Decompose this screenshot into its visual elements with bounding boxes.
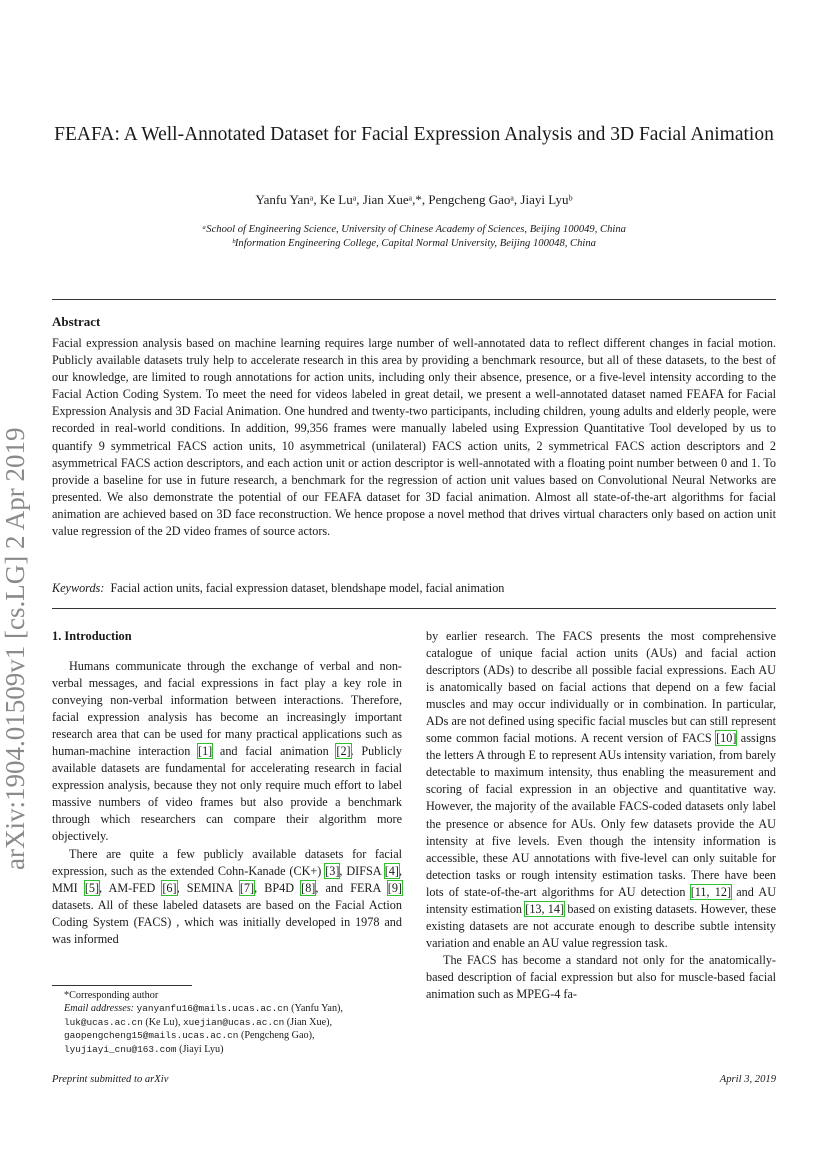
preprint-date: April 3, 2019 — [719, 1074, 776, 1085]
email-owner: (Yanfu Yan), — [288, 1003, 343, 1015]
citation-link[interactable]: [9] — [387, 880, 402, 895]
citation-link[interactable]: [6] — [162, 880, 177, 895]
preprint-note: Preprint submitted to arXiv — [52, 1074, 169, 1085]
body-paragraph: The FACS has become a standard not only for the anatomically-based description of facial expression but also for muscle-based facial animation such as MPEG-4 fa- — [426, 952, 776, 1001]
email-address[interactable]: gaopengcheng15@mails.ucas.ac.cn — [64, 1030, 239, 1042]
citation-link[interactable]: [1] — [198, 744, 213, 759]
citation-link[interactable]: [10] — [716, 731, 737, 746]
abstract-bottom-rule — [52, 608, 776, 609]
footnote-rule — [52, 985, 192, 986]
top-rule — [52, 299, 776, 300]
email-addresses — [52, 1002, 402, 1056]
citation-link[interactable]: [11, 12] — [690, 884, 732, 899]
email-owner: (Ke Lu), — [142, 1016, 183, 1028]
citation-link[interactable]: [5] — [84, 880, 100, 895]
keywords-label: Keywords: — [52, 581, 105, 595]
citation-link[interactable]: [7] — [239, 880, 255, 895]
body-paragraph: Humans communicate through the exchange of verbal and non-verbal messages, and facial expressions in fact play a key role in conveying non-verbal information between interactions. Therefore, facial expression analysis has become an increasingly important research area that can be used for many practical applications such as human-machine interaction [1] and facial animation [2]. Publicly available datasets are fundamental for accelerating research in facial expression analysis, because they not only require much effort to label massive numbers of video frames but also provide a benchmark through which researchers can compare their algorithm more objectively. — [52, 659, 402, 844]
citation-link[interactable]: [3] — [325, 863, 340, 878]
citation-link[interactable]: [8] — [301, 880, 316, 895]
email-address[interactable]: luk@ucas.ac.cn — [64, 1016, 143, 1028]
email-address[interactable]: yanyanfu16@mails.ucas.ac.cn — [136, 1003, 289, 1015]
section-heading-introduction: 1. Introduction — [52, 629, 132, 643]
citation-link[interactable]: [4] — [384, 863, 399, 878]
abstract-text: Facial expression analysis based on machine learning requires large number of well-annotated data to reflect different changes in facial motion. Publicly available datasets truly help to accelerate research in this area by providing a benchmark resource, but all of these datasets, to the best of our knowledge, are limited to rough annotations for action units, including only their absence, presence, or a five-level intensity according to the Facial Action Coding System. To meet the need for videos labeled in great detail, we present a well-annotated dataset named FEAFA for Facial Expression Analysis and 3D Facial Animation. One hundred and twenty-two participants, including children, young adults and elderly people, were recorded in real-world conditions. In addition, 99,356 frames were manually labeled using Expression Quantitative Tool developed by us to quantify 9 symmetrical FACS action units, 10 asymmetrical (unilateral) FACS action units, 2 symmetrical FACS action descriptors and 2 asymmetrical FACS action descriptors, and each action unit or action descriptor is well-annotated with a floating point number between 0 and 1. To provide a baseline for use in future research, a benchmark for the regression of action unit values based on Convolutional Neural Networks are presented. We also demonstrate the potential of our FEAFA dataset for 3D facial animation. Almost all state-of-the-art algorithms for facial animation are achieved based on 3D face reconstruction. We hence propose a novel method that drives virtual characters only based on action unit value regression of the 2D video frames of source actors. — [52, 336, 776, 539]
abstract-heading: Abstract — [52, 314, 101, 329]
right-column — [426, 628, 776, 1003]
email-owner: (Jiayi Lyu) — [176, 1043, 224, 1055]
arxiv-stamp: arXiv:1904.01509v1 [cs.LG] 2 Apr 2019 — [0, 427, 30, 870]
paper-title: FEAFA: A Well-Annotated Dataset for Facial Expression Analysis and 3D Facial Animation — [54, 124, 774, 145]
corresponding-author-note: *Corresponding author — [64, 990, 159, 1001]
footnotes — [52, 989, 402, 1056]
citation-link[interactable]: [13, 14] — [525, 901, 565, 916]
affiliation-b: ᵇInformation Engineering College, Capital Normal University, Beijing 100048, China — [232, 238, 596, 249]
keywords — [52, 581, 776, 596]
keywords-text: Facial action units, facial expression dataset, blendshape model, facial animation — [110, 581, 505, 595]
left-column — [52, 658, 402, 948]
body-paragraph: by earlier research. The FACS presents the most comprehensive catalogue of unique facial action units (AUs) and facial action descriptors (ADs) to describe all possible facial expressions. Each AU is anatomically based on facial actions that depend on a few facial muscles and may occur individually or in combination. In particular, ADs are not defined using specific facial muscles but can still represent some common facial motions. A recent version of FACS [10] assigns the letters A through E to represent AUs intensity variation, from barely detectable to maximum intensity, thus enabling the measurement and scoring of facial expression in an objective and quantitative way. However, the majority of the available FACS-coded datasets only label the presence or absence for AUs. Only few datasets provide the AU intensity at five levels. Even though the intensity information is accessible, these AU annotations with five-level can only suitable for detection tasks or rough intensity estimation tasks. There have been lots of state-of-the-art algorithms for AU detection [11, 12] and AU intensity estimation [13, 14] based on existing datasets. However, these existing datasets are not accurate enough to describe subtle intensity variation and enable an AU value regression task. — [426, 629, 777, 950]
affiliations — [40, 223, 788, 251]
email-owner: (Pengcheng Gao), — [238, 1030, 315, 1042]
email-owner: (Jian Xue), — [284, 1016, 333, 1028]
email-address[interactable]: xuejian@ucas.ac.cn — [182, 1016, 285, 1028]
citation-link[interactable]: [2] — [336, 744, 351, 759]
author-list: Yanfu Yanᵃ, Ke Luᵃ, Jian Xueᵃ,*, Pengcheng Gaoᵃ, Jiayi Lyuᵇ — [255, 192, 573, 207]
email-label: Email addresses: — [64, 1003, 135, 1015]
affiliation-a: ᵃSchool of Engineering Science, University of Chinese Academy of Sciences, Beijing 100049, China — [202, 224, 626, 235]
email-address[interactable]: lyujiayi_cnu@163.com — [64, 1043, 177, 1055]
body-paragraph: There are quite a few publicly available datasets for facial expression, such as the extended Cohn-Kanade (CK+) [3], DIFSA [4], MMI [5], AM-FED [6], SEMINA [7], BP4D [8], and FERA [9] datasets. All of these labeled datasets are based on the Facial Action Coding System (FACS) , which was initially developed in 1978 and was informed — [52, 846, 403, 946]
